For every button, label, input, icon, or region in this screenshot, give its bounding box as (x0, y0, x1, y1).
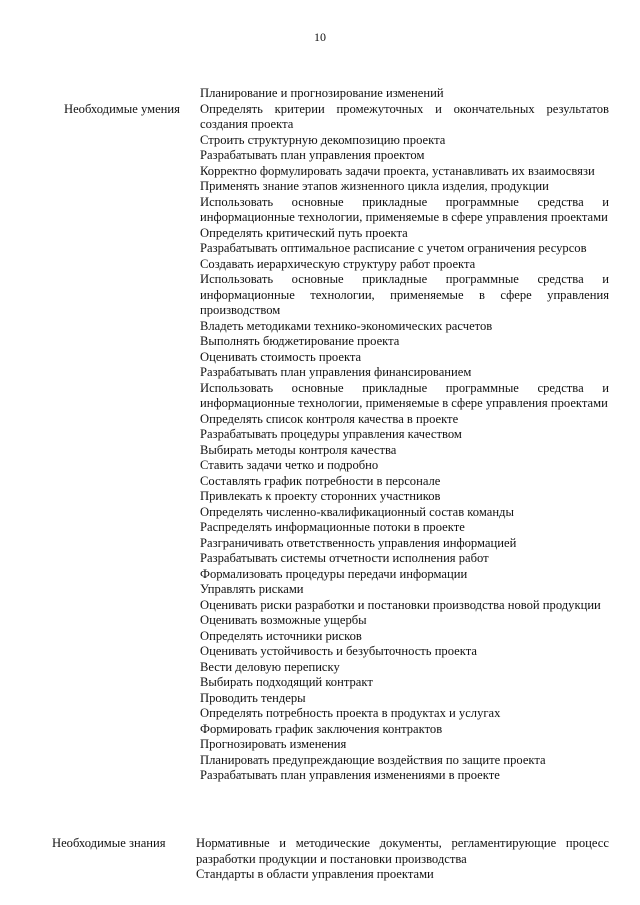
skills-item: Планирование и прогнозирование изменений (200, 86, 444, 100)
skills-item: Проводить тендеры (200, 690, 306, 705)
skills-list (200, 86, 609, 784)
skills-item: Применять знание этапов жизненного цикла изделия, продукции (200, 179, 549, 193)
knowledge-item: Стандарты в области управления проектами (196, 867, 434, 881)
skills-item: Разрабатывать оптимальное расписание с учетом ограничения ресурсов (200, 241, 587, 255)
skills-item: Определять численно-квалификационный состав команды (200, 504, 514, 519)
skills-item: Прогнозировать изменения (200, 737, 347, 751)
skills-item: Разграничивать ответственность управления информацией (200, 535, 517, 550)
skills-item: Использовать основные прикладные программные средства и информационные технологии, применяемые в сфере управления проектами (200, 194, 609, 224)
skills-label: Необходимые умения (64, 101, 180, 116)
skills-item: Планировать предупреждающие воздействия по защите проекта (200, 752, 546, 767)
skills-item: Создавать иерархическую структуру работ проекта (200, 256, 476, 271)
knowledge-item: Нормативные и методические документы, регламентирующие процесс разработки продукции и постановки производства (196, 836, 609, 866)
skills-item: Привлекать к проекту сторонних участников (200, 489, 441, 503)
skills-item: Определять критический путь проекта (200, 225, 408, 240)
skills-item: Оценивать возможные ущербы (200, 613, 367, 627)
skills-item: Выполнять бюджетирование проекта (200, 334, 400, 348)
skills-item: Корректно формулировать задачи проекта, устанавливать их взаимосвязи (200, 163, 595, 178)
page-number: 10 (314, 30, 326, 44)
skills-item: Использовать основные прикладные программные средства и информационные технологии, применяемые в сфере управления проектами (200, 380, 609, 410)
skills-item: Оценивать стоимость проекта (200, 349, 362, 364)
skills-item: Распределять информационные потоки в проекте (200, 520, 465, 534)
skills-item: Ставить задачи четко и подробно (200, 458, 379, 472)
skills-item: Владеть методиками технико-экономических расчетов (200, 318, 493, 333)
knowledge-label: Необходимые знания (52, 836, 166, 850)
skills-item: Определять потребность проекта в продуктах и услугах (200, 706, 501, 720)
skills-item: Вести деловую переписку (200, 659, 340, 674)
skills-item: Разрабатывать системы отчетности исполнения работ (200, 551, 489, 565)
skills-item: Формализовать процедуры передачи информации (200, 566, 468, 581)
skills-item: Разрабатывать план управления изменениями в проекте (200, 768, 500, 782)
skills-item: Строить структурную декомпозицию проекта (200, 132, 446, 147)
skills-item: Оценивать риски разработки и постановки производства новой продукции (200, 597, 601, 612)
skills-item: Определять источники рисков (200, 628, 362, 643)
skills-item: Управлять рисками (200, 582, 304, 596)
skills-item: Определять критерии промежуточных и окончательных результатов создания проекта (200, 101, 609, 131)
skills-item: Оценивать устойчивость и безубыточность проекта (200, 644, 477, 658)
skills-item: Определять список контроля качества в проекте (200, 411, 459, 426)
skills-item: Разрабатывать процедуры управления качеством (200, 427, 462, 441)
skills-item: Разрабатывать план управления финансированием (200, 365, 472, 379)
skills-item: Разрабатывать план управления проектом (200, 148, 425, 162)
skills-item: Выбирать методы контроля качества (200, 442, 397, 457)
skills-item: Использовать основные прикладные программные средства и информационные технологии, применяемые в сфере управления производством (200, 272, 609, 317)
skills-item: Формировать график заключения контрактов (200, 721, 443, 736)
skills-item: Выбирать подходящий контракт (200, 675, 373, 689)
knowledge-list (196, 836, 609, 883)
skills-item: Составлять график потребности в персонале (200, 473, 441, 488)
